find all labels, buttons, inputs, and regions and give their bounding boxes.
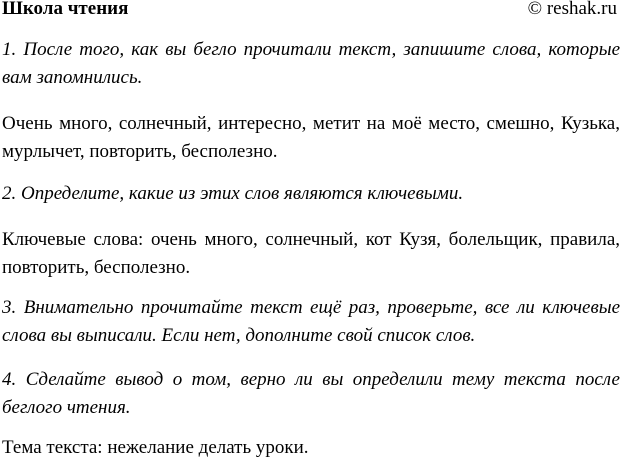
question-4: 4. Сделайте вывод о том, верно ли вы определили тему текста после беглого чтения.: [2, 369, 620, 418]
answer-1: Очень много, солнечный, интересно, метит на моё место, смешно, Кузька, мурлычет, повторить, бесполезно.: [2, 113, 620, 162]
question-1: 1. После того, как вы бегло прочитали текст, запишите слова, которые вам запомнились.: [2, 39, 620, 88]
question-2: 2. Определите, какие из этих слов являются ключевыми.: [2, 183, 464, 204]
question-3: 3. Внимательно прочитайте текст ещё раз, проверьте, все ли ключевые слова вы выписали. Если нет, дополните свой список слов.: [2, 297, 620, 346]
book-title: Школа чтения: [2, 0, 129, 19]
source-watermark: © reshak.ru: [527, 0, 617, 19]
answer-2: Ключевые слова: очень много, солнечный, кот Кузя, болельщик, правила, повторить, бесполезно.: [2, 229, 620, 278]
answer-4: Тема текста: нежелание делать уроки.: [2, 437, 309, 458]
page-header: [2, 0, 621, 24]
